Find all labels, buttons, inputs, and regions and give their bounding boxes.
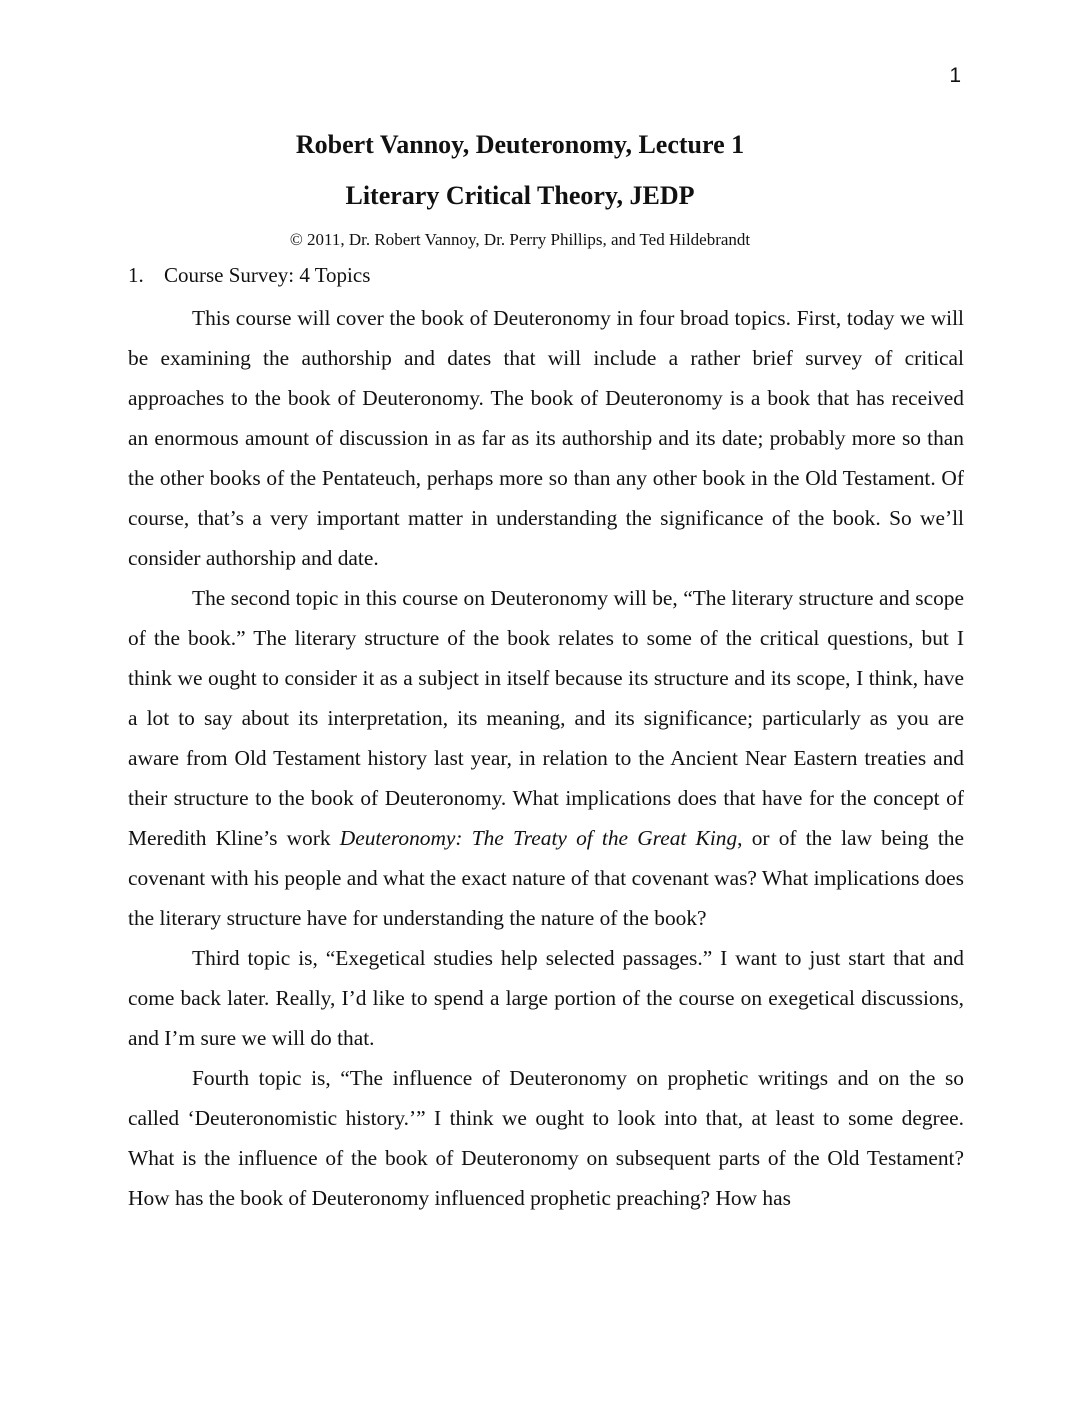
paragraph-text: The second topic in this course on Deuteronomy will be, “The literary structure and scope of the book.” The literary structure of the book relates to some of the critical questions, but I think we ought to consider it as a subject in itself because its structure and its scope, I think, have a lot to say about its interpretation, its meaning, and its significance; particularly as you are aware from Old Testament history last year, in relation to the Ancient Near Eastern treaties and their structure to the book of Deuteronomy. What implications does that have for the concept of Meredith Kline’s work xyxy=(128,586,964,850)
copyright-line: © 2011, Dr. Robert Vannoy, Dr. Perry Phillips, and Ted Hildebrandt xyxy=(289,230,751,249)
lecture-title: Robert Vannoy, Deuteronomy, Lecture 1 xyxy=(295,130,745,159)
paragraph-text: , or of the law being the covenant with his people and what the exact nature of that covenant was? What implications does the literary structure have for understanding the nature of the book? xyxy=(128,826,965,930)
paragraph-influence: Fourth topic is, “The influence of Deuteronomy on prophetic writings and on the so called ‘Deuteronomistic history.’” I think we ought to look into that, at least to some degree. What is the influence of the book of Deuteronomy on subsequent parts of the Old Testament? How has the book of Deuteronomy influenced prophetic preaching? How has xyxy=(128,1066,964,1210)
page-number: 1 xyxy=(949,64,961,87)
paragraph-authorship: This course will cover the book of Deuteronomy in four broad topics. First, today we will be examining the authorship and dates that will include a rather brief survey of critical approaches to the book of Deuteronomy. The book of Deuteronomy is a book that has received an enormous amount of discussion in as far as its authorship and its date; probably more so than the other books of the Pentateuch, perhaps more so than any other book in the Old Testament. Of course, that’s a very important matter in understanding the significance of the book. So we’ll consider authorship and date. xyxy=(128,306,964,570)
body-text xyxy=(128,298,964,1218)
section-number: 1. xyxy=(128,263,144,287)
section-title: Course Survey: 4 Topics xyxy=(164,263,371,287)
paragraph-exegetical: Third topic is, “Exegetical studies help selected passages.” I want to just start that and come back later. Really, I’d like to spend a large portion of the course on exegetical discussions, and I’m sure we will do that. xyxy=(128,946,964,1050)
lecture-subtitle: Literary Critical Theory, JEDP xyxy=(345,181,695,210)
paragraph-literary-structure xyxy=(128,578,964,938)
book-title-italic: Deuteronomy: The Treaty of the Great King xyxy=(339,826,738,850)
section-heading xyxy=(128,262,370,288)
